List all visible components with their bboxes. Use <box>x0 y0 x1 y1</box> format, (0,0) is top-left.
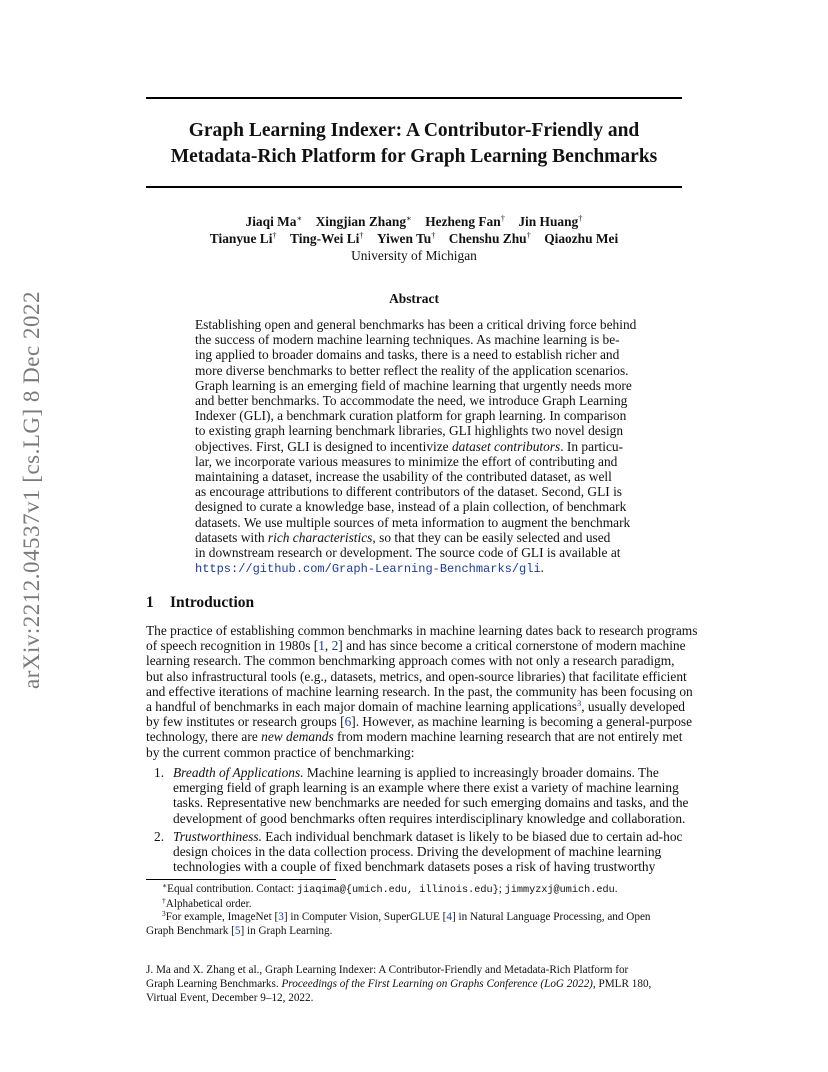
paper-title <box>146 118 682 170</box>
item-title: Trustworthiness. <box>173 828 262 844</box>
author-mark: † <box>431 230 436 240</box>
footnote-2: †Alphabetical order. <box>162 895 252 910</box>
footnote-1: ∗Equal contribution. Contact: jiaqima@{umich.edu, illinois.edu}; jimmyzxj@umich.edu. <box>162 881 618 896</box>
list-item: 1. Breadth of Applications. Machine learning is applied to increasingly broader domains. The emerging field of graph learning is an example where there exist a variety of machine learning tasks. Representative new benchmarks are needed for such emerging domains and tasks, and the development of good benchmarks often requires interdisciplinary knowledge and collaboration. <box>154 765 689 826</box>
emphasis: new demands <box>261 729 334 745</box>
abstract-line: Graph learning is an emerging field of machine learning that urgently needs more <box>195 377 632 393</box>
abstract-line: datasets. We use multiple sources of meta information to augment the benchmark <box>195 514 631 530</box>
author-mark: † <box>578 213 583 223</box>
emphasis: Proceedings of the First Learning on Graphs Conference (LoG 2022) <box>281 977 593 990</box>
abstract-line: the success of modern machine learning techniques. As machine learning is be- <box>195 332 620 348</box>
author-mark: † <box>359 230 364 240</box>
text-line: a handful of benchmarks in each major domain of machine learning applications$^3$, usually developed <box>146 698 685 715</box>
text-line: emerging field of graph learning is an example where there exist a variety of machine learning <box>173 780 679 796</box>
author-name: Yiwen Tu <box>376 231 432 246</box>
contact-email: jimmyzxj@umich.edu <box>504 885 615 896</box>
footnotes <box>146 883 682 938</box>
author-mark: † <box>526 230 531 240</box>
text-line: The practice of establishing common benchmarks in machine learning dates back to research programs <box>146 623 698 638</box>
affiliation: University of Michigan <box>351 248 477 263</box>
abstract-line: as encourage attributions to different contributors of the dataset. Second, GLI is <box>195 484 623 500</box>
citation-link[interactable]: 2 <box>331 638 339 654</box>
abstract-line: and better benchmarks. To accommodate the need, we introduce Graph Learning <box>195 393 628 409</box>
author-name: Jiaqi Ma <box>245 214 297 229</box>
author-name: Chenshu Zhu <box>448 231 527 246</box>
author-mark: ∗ <box>296 213 303 223</box>
abstract-body <box>195 317 637 577</box>
arxiv-side-stamp <box>12 291 52 689</box>
text-line: learning research. The common benchmarking approach comes with not only a research paradigm, <box>146 653 675 669</box>
text-line: J. Ma and X. Zhang et al., Graph Learning Indexer: A Contributor-Friendly and Metadata-Rich Platform for <box>146 964 629 976</box>
emphasis: dataset contributors <box>451 438 561 454</box>
title-rule-top <box>146 97 682 99</box>
text-line: and effective iterations of machine learning research. In the past, the community has been focusing on <box>146 683 693 699</box>
author-name: Jin Huang <box>518 214 579 229</box>
abstract-line: in downstream research or development. The source code of GLI is available at <box>195 545 621 561</box>
author-name: Qiaozhu Mei <box>544 231 619 246</box>
citation-link[interactable]: 5 <box>234 924 241 937</box>
abstract-line: to existing graph learning benchmark libraries, GLI highlights two novel design <box>195 423 624 439</box>
text-line: design choices in the data collection process. Driving the development of machine learning <box>173 844 662 860</box>
section-heading-introduction <box>146 594 254 612</box>
text-line: tasks. Representative new benchmarks are needed for such emerging domains and tasks, and the <box>173 795 689 811</box>
item-title: Breadth of Applications. <box>173 765 304 780</box>
author-row-1 <box>146 213 682 230</box>
footnote-link[interactable]: 3 <box>576 698 582 709</box>
text-line: technology, there are new demands from modern machine learning research that are not entirely met <box>146 729 683 745</box>
abstract-heading: Abstract <box>389 291 439 306</box>
text-line: Virtual Event, December 9–12, 2022. <box>146 991 314 1004</box>
footnote-rule <box>146 879 336 880</box>
intro-paragraph <box>146 623 698 760</box>
emphasis: rich characteristics <box>267 529 373 545</box>
text-line: but also infrastructural tools (e.g., datasets, metrics, and open-source libraries) that facilitate efficient <box>146 668 687 684</box>
abstract-line: maintaining a dataset, increase the usability of the contributed dataset, as well <box>195 469 612 485</box>
contact-email: jiaqima@{umich.edu, illinois.edu} <box>296 885 499 896</box>
abstract-line: https://github.com/Graph-Learning-Benchmarks/gli. <box>195 560 545 577</box>
author-row-2 <box>146 230 682 247</box>
section-number: 1 <box>146 594 154 611</box>
text-line: development of good benchmarks often requires interdisciplinary knowledge and collaboration. <box>173 810 686 826</box>
section-title: Introduction <box>170 594 255 611</box>
arxiv-identifier: arXiv:2212.04537v1 [cs.LG] 8 Dec 2022 <box>19 291 45 689</box>
author-block <box>146 213 682 264</box>
text-line: of speech recognition in 1980s [1, 2] and has since become a critical cornerstone of modern machine <box>146 638 686 654</box>
demands-list <box>146 765 689 875</box>
author-mark: † <box>500 213 505 223</box>
list-marker: 1. <box>154 765 165 780</box>
footnote-3: $^3$For example, ImageNet [3] in Computer Vision, SuperGLUE [4] in Natural Language Processing, and Open <box>162 909 651 923</box>
abstract-line: more diverse benchmarks to better reflect the reality of the application scenarios. <box>195 362 629 378</box>
citation-link[interactable]: 3 <box>278 911 284 923</box>
abstract-line: Establishing open and general benchmarks has been a critical driving force behind <box>195 317 637 332</box>
list-marker: 2. <box>154 828 165 844</box>
venue-note <box>146 964 682 1005</box>
title-line-2: Metadata-Rich Platform for Graph Learning Benchmarks <box>170 146 658 167</box>
footnote-3-cont: Graph Benchmark [5] in Graph Learning. <box>146 924 333 937</box>
author-name: Tianyue Li <box>209 231 273 246</box>
title-line-1: Graph Learning Indexer: A Contributor-Friendly and <box>188 120 640 141</box>
citation-link[interactable]: 4 <box>446 911 452 923</box>
abstract-line: designed to curate a knowledge base, instead of a plain collection, of benchmark <box>195 499 627 515</box>
abstract-line: objectives. First, GLI is designed to incentivize dataset contributors. In particu- <box>195 438 624 454</box>
abstract-line: ing applied to broader domains and tasks, there is a need to establish richer and <box>195 347 620 363</box>
author-name: Xingjian Zhang <box>315 214 407 229</box>
abstract-line: datasets with rich characteristics, so that they can be easily selected and used <box>195 529 611 545</box>
text-line: by the current common practice of benchmarking: <box>146 744 415 760</box>
text-line: technologies with a couple of fixed benchmark datasets poses a risk of having trustworthy <box>173 859 656 875</box>
author-mark: ∗ <box>406 213 412 223</box>
author-mark: † <box>272 230 277 240</box>
author-name: Ting-Wei Li <box>290 231 360 246</box>
text-line: by few institutes or research groups [6]. However, as machine learning is becoming a general-purpose <box>146 714 693 730</box>
title-rule-bottom <box>146 186 682 188</box>
text-line: Graph Learning Benchmarks. Proceedings of the First Learning on Graphs Conference (LoG 2022), PMLR 180, <box>146 977 652 990</box>
citation-link[interactable]: 1 <box>318 638 325 654</box>
author-name: Hezheng Fan <box>425 214 501 229</box>
list-item: 2. Trustworthiness. Each individual benchmark dataset is likely to be biased due to certain ad-hoc design choices in the data collection process. Driving the development of machine learning technologies with a couple of fixed benchmark datasets poses a risk of having trustworthy <box>154 828 683 875</box>
citation-link[interactable]: 6 <box>344 714 352 730</box>
github-link[interactable]: https://github.com/Graph-Learning-Benchmarks/gli <box>195 562 541 577</box>
abstract-line: lar, we incorporate various measures to minimize the effort of contributing and <box>195 453 618 469</box>
abstract-line: Indexer (GLI), a benchmark curation platform for graph learning. In comparison <box>195 408 627 424</box>
